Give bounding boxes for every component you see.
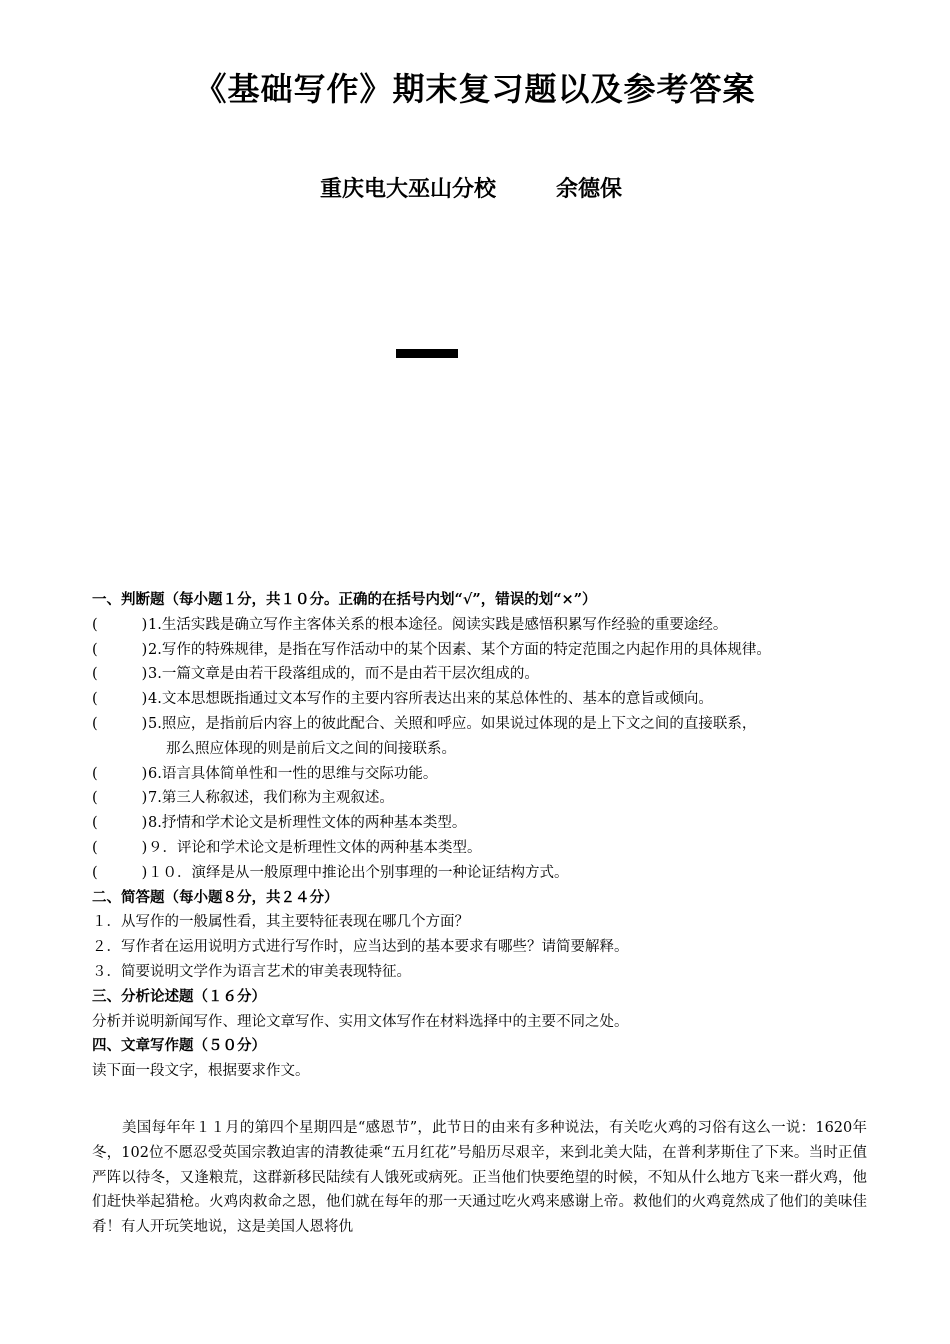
answer-blank[interactable] (92, 687, 148, 712)
question-row (92, 687, 867, 712)
section-3-text: 分析并说明新闻写作、理论文章写作、实用文体写作在材料选择中的主要不同之处。 (92, 1013, 629, 1030)
answer-blank[interactable] (92, 786, 148, 811)
paren-left: ( (92, 616, 98, 633)
paren-right: ) (141, 616, 148, 633)
paren-right: ) (141, 815, 148, 832)
paren-left: ( (92, 790, 98, 807)
question-row (92, 762, 867, 787)
paren-right: ) (141, 864, 148, 881)
section-4-heading: 四、文章写作题（５０分） (92, 1037, 266, 1055)
section-3-heading: 三、分析论述题（１６分） (92, 987, 266, 1005)
question-text: 5.照应，是指前后内容上的彼此配合、关照和呼应。如果说过体现的是上下文之间的直接联系， (148, 715, 757, 732)
section-4-passage: 美国每年年１１月的第四个星期四是“感恩节”，此节日的由来有多种说法，有关吃火鸡的习俗有这么一说：1620年冬，102位不愿忍受英国宗教迫害的清教徒乘“五月红花”号船历尽艰辛，来到北美大陆，在普利茅斯住了下来。当时正值严阵以待冬，又逢粮荒，这群新移民陆续有人饿死或病死。正当他们快要绝望的时候，不知从什么地方飞来一群火鸡，他们赶快举起猎枪。火鸡肉救命之恩，他们就在每年的那一天通过吃火鸡来感谢上帝。救他们的火鸡竟然成了他们的美味佳肴！有人开玩笑地说，这是美国人恩将仇 (92, 1119, 867, 1236)
paren-left: ( (92, 715, 98, 732)
answer-blank[interactable] (92, 861, 148, 886)
answer-blank[interactable] (92, 613, 148, 638)
paren-right: ) (141, 641, 148, 658)
paren-left: ( (92, 839, 98, 856)
question-text: １０．演绎是从一般原理中推论出个别事理的一种论证结构方式。 (148, 864, 569, 881)
true-false-list (92, 613, 867, 886)
question-row (92, 861, 867, 886)
section-1-heading: 一、判断题（每小题１分，共１０分。正确的在括号内划“√”，错误的划“×”） (92, 591, 597, 608)
answer-blank[interactable] (92, 762, 148, 787)
question-row (92, 613, 867, 638)
question-row (92, 836, 867, 861)
answer-blank[interactable] (92, 811, 148, 836)
question-text: 6.语言具体简单性和一性的思维与交际功能。 (148, 765, 438, 782)
question-text: ９．评论和学术论文是析理性文体的两种基本类型。 (148, 839, 482, 856)
question-text: 4.文本思想既指通过文本写作的主要内容所表达出来的某总体性的、基本的意旨或倾向。 (148, 691, 713, 708)
author-school: 重庆电大巫山分校 (320, 176, 497, 202)
answer-blank[interactable] (92, 712, 148, 737)
question-row (92, 662, 867, 687)
question-row (92, 786, 867, 811)
paren-left: ( (92, 691, 98, 708)
document-title: 《基础写作》期末复习题以及参考答案 (194, 70, 756, 108)
short-answer-item: １．从写作的一般属性看，其主要特征表现在哪几个方面？ (92, 914, 469, 931)
exam-content (92, 588, 867, 1240)
paren-right: ) (141, 839, 148, 856)
short-answer-item: ２．写作者在运用说明方式进行写作时，应当达到的基本要求有哪些？请简要解释。 (92, 939, 629, 956)
part-number (396, 349, 458, 358)
answer-blank[interactable] (92, 662, 148, 687)
section-2-heading: 二、简答题（每小题８分，共２４分） (92, 888, 339, 906)
short-answer-item: ３．简要说明文学作为语言艺术的审美表现特征。 (92, 963, 411, 980)
paren-right: ) (141, 666, 148, 683)
question-continuation: 那么照应体现的则是前后文之间的间接联系。 (166, 740, 456, 757)
question-text: 7.第三人称叙述，我们称为主观叙述。 (148, 790, 394, 807)
paren-left: ( (92, 641, 98, 658)
author-line (320, 172, 622, 203)
paren-left: ( (92, 666, 98, 683)
answer-blank[interactable] (92, 638, 148, 663)
answer-blank[interactable] (92, 836, 148, 861)
paren-left: ( (92, 765, 98, 782)
question-text: 8.抒情和学术论文是析理性文体的两种基本类型。 (148, 815, 467, 832)
question-text: 1.生活实践是确立写作主客体关系的根本途径。阅读实践是感悟积累写作经验的重要途经。 (148, 616, 728, 633)
paren-left: ( (92, 864, 98, 881)
question-row (92, 638, 867, 663)
paren-right: ) (141, 790, 148, 807)
paren-left: ( (92, 815, 98, 832)
question-text: 2.写作的特殊规律，是指在写作活动中的某个因素、某个方面的特定范围之内起作用的具体规律。 (148, 641, 771, 658)
author-name: 余德保 (556, 176, 623, 202)
section-4-instruction: 读下面一段文字，根据要求作文。 (92, 1063, 310, 1080)
question-row (92, 712, 867, 737)
question-text: 3.一篇文章是由若干段落组成的，而不是由若干层次组成的。 (148, 666, 539, 683)
paren-right: ) (141, 715, 148, 732)
question-row (92, 811, 867, 836)
paren-right: ) (141, 691, 148, 708)
paren-right: ) (141, 765, 148, 782)
